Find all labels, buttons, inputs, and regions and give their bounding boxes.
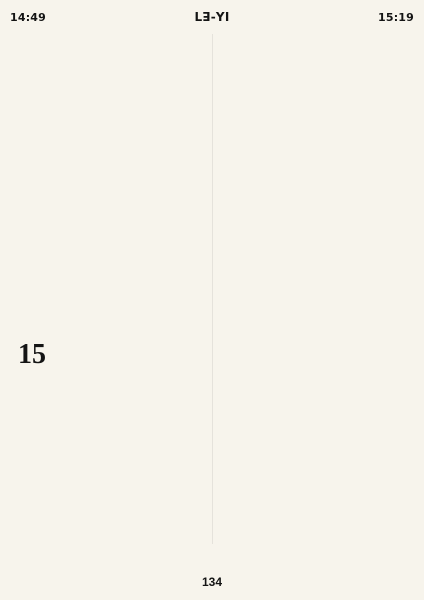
page-header: [10, 8, 414, 26]
header-left-reference: 14:49: [10, 10, 47, 24]
page-number: 134: [201, 575, 223, 589]
column-divider: [212, 34, 213, 544]
right-text-column: [221, 34, 409, 544]
header-title: ꓡꓱ-ꓬꓲ: [194, 10, 230, 24]
header-right-reference: 15:19: [377, 10, 414, 24]
chapter-number: 15: [18, 339, 46, 370]
left-text-column: [14, 34, 207, 544]
